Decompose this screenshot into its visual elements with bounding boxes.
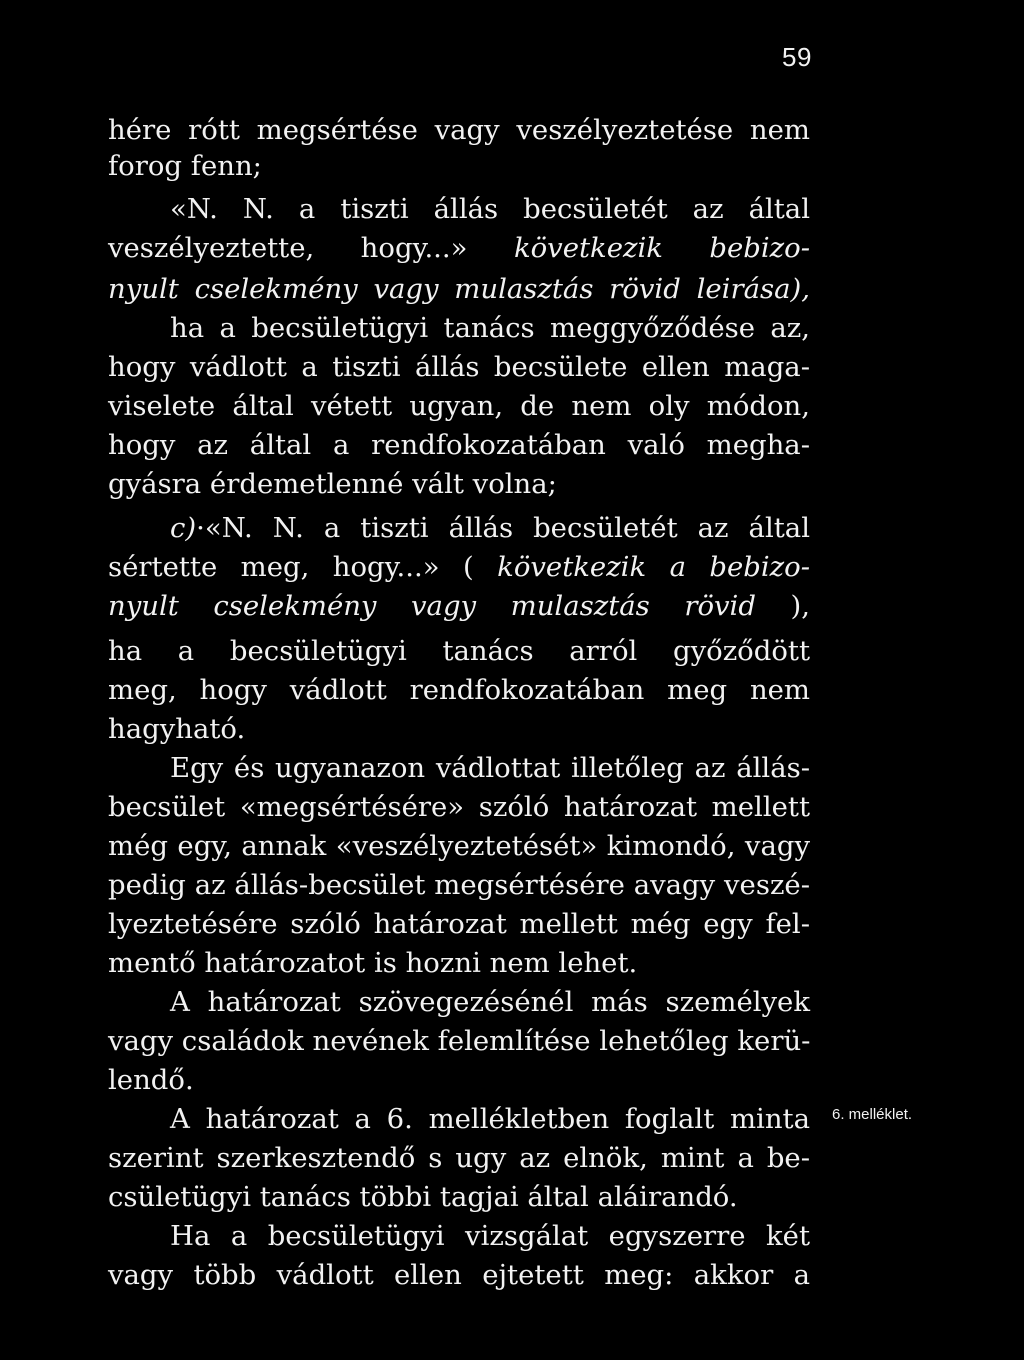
text-line	[108, 945, 810, 985]
text-line	[108, 711, 810, 751]
text-segment: veszélyeztette, hogy...»	[108, 232, 514, 264]
text-segment: A határozat a 6. mellékletben foglalt minta	[170, 1103, 810, 1135]
text-line	[170, 1101, 810, 1141]
text-segment: hagyható.	[108, 713, 246, 745]
text-line	[108, 789, 810, 829]
text-segment: viselete által vétett ugyan, de nem oly módon,	[108, 390, 810, 422]
text-segment: meg, hogy vádlott rendfokozatában meg nem	[108, 674, 810, 706]
text-line	[108, 1023, 810, 1063]
text-segment: becsület «megsértésére» szóló határozat mellett	[108, 791, 810, 823]
text-line	[108, 549, 810, 589]
text-line	[108, 148, 810, 188]
text-segment: lendő.	[108, 1064, 194, 1096]
text-segment: mentő határozatot is hozni nem lehet.	[108, 947, 638, 979]
text-segment: vagy több vádlott ellen ejtetett meg: akkor a	[108, 1259, 810, 1291]
text-line	[108, 906, 810, 946]
text-segment-italic: következik a bebizo-	[497, 551, 810, 583]
margin-note: 6. melléklet.	[832, 1106, 913, 1123]
text-segment: hogy vádlott a tiszti állás becsülete ellen maga-	[108, 351, 810, 383]
text-segment: forog fenn;	[108, 150, 262, 182]
text-line	[108, 388, 810, 428]
text-line	[108, 828, 810, 868]
text-segment: hogy az által a rendfokozatában való megha-	[108, 429, 810, 461]
text-segment: A határozat szövegezésénél más személyek	[170, 986, 810, 1018]
text-segment: ha a becsületügyi tanács meggyőződése az,	[170, 312, 810, 344]
text-line	[108, 466, 810, 506]
text-line	[170, 1218, 810, 1258]
text-line	[108, 672, 810, 712]
text-segment: lyeztetésére szóló határozat mellett még egy fel-	[108, 908, 810, 940]
text-line	[108, 1140, 810, 1180]
text-segment: ·«N. N. a tiszti állás becsületét az által	[196, 512, 810, 544]
text-line	[170, 984, 810, 1024]
text-segment: vagy családok nevének felemlítése lehetőleg kerü-	[108, 1025, 811, 1057]
text-line	[108, 427, 810, 467]
text-segment-italic: következik bebizo-	[513, 232, 810, 264]
text-segment-italic: nyult cselekmény vagy mulasztás rövid leirása),	[108, 273, 810, 305]
text-line	[170, 510, 810, 550]
text-line	[108, 271, 810, 311]
text-segment: szerint szerkesztendő s ugy az elnök, mint a be-	[108, 1142, 810, 1174]
text-line	[108, 1062, 810, 1102]
text-segment: hére rótt megsértése vagy veszélyeztetése nem	[108, 114, 810, 146]
text-segment-italic: nyult cselekmény vagy mulasztás rövid	[108, 590, 756, 622]
text-segment: «N. N. a tiszti állás becsületét az által	[170, 193, 810, 225]
text-line	[108, 867, 810, 907]
text-segment: Ha a becsületügyi vizsgálat egyszerre két	[170, 1220, 810, 1252]
text-line	[108, 1257, 810, 1297]
text-segment: pedig az állás-becsület megsértésére avagy veszé-	[108, 869, 810, 901]
text-line	[108, 230, 810, 270]
text-segment: sértette meg, hogy...» (	[108, 551, 498, 583]
text-segment: csületügyi tanács többi tagjai által aláirandó.	[108, 1181, 738, 1213]
text-line	[170, 191, 810, 231]
text-segment: gyásra érdemetlenné vált volna;	[108, 468, 557, 500]
text-line	[170, 750, 810, 790]
text-segment-italic: c)	[170, 512, 197, 544]
text-segment: Egy és ugyanazon vádlottat illetőleg az állás-	[170, 752, 810, 784]
text-segment: ha a becsületügyi tanács arról győződött	[108, 635, 810, 667]
text-line	[108, 1179, 810, 1219]
text-segment: még egy, annak «veszélyeztetését» kimondó, vagy	[108, 830, 810, 862]
text-segment: ),	[755, 590, 810, 622]
text-line	[108, 588, 810, 628]
page-number: 59	[782, 42, 812, 72]
text-line	[170, 310, 810, 350]
text-line	[108, 349, 810, 389]
text-line	[108, 112, 810, 152]
text-line	[108, 633, 810, 673]
